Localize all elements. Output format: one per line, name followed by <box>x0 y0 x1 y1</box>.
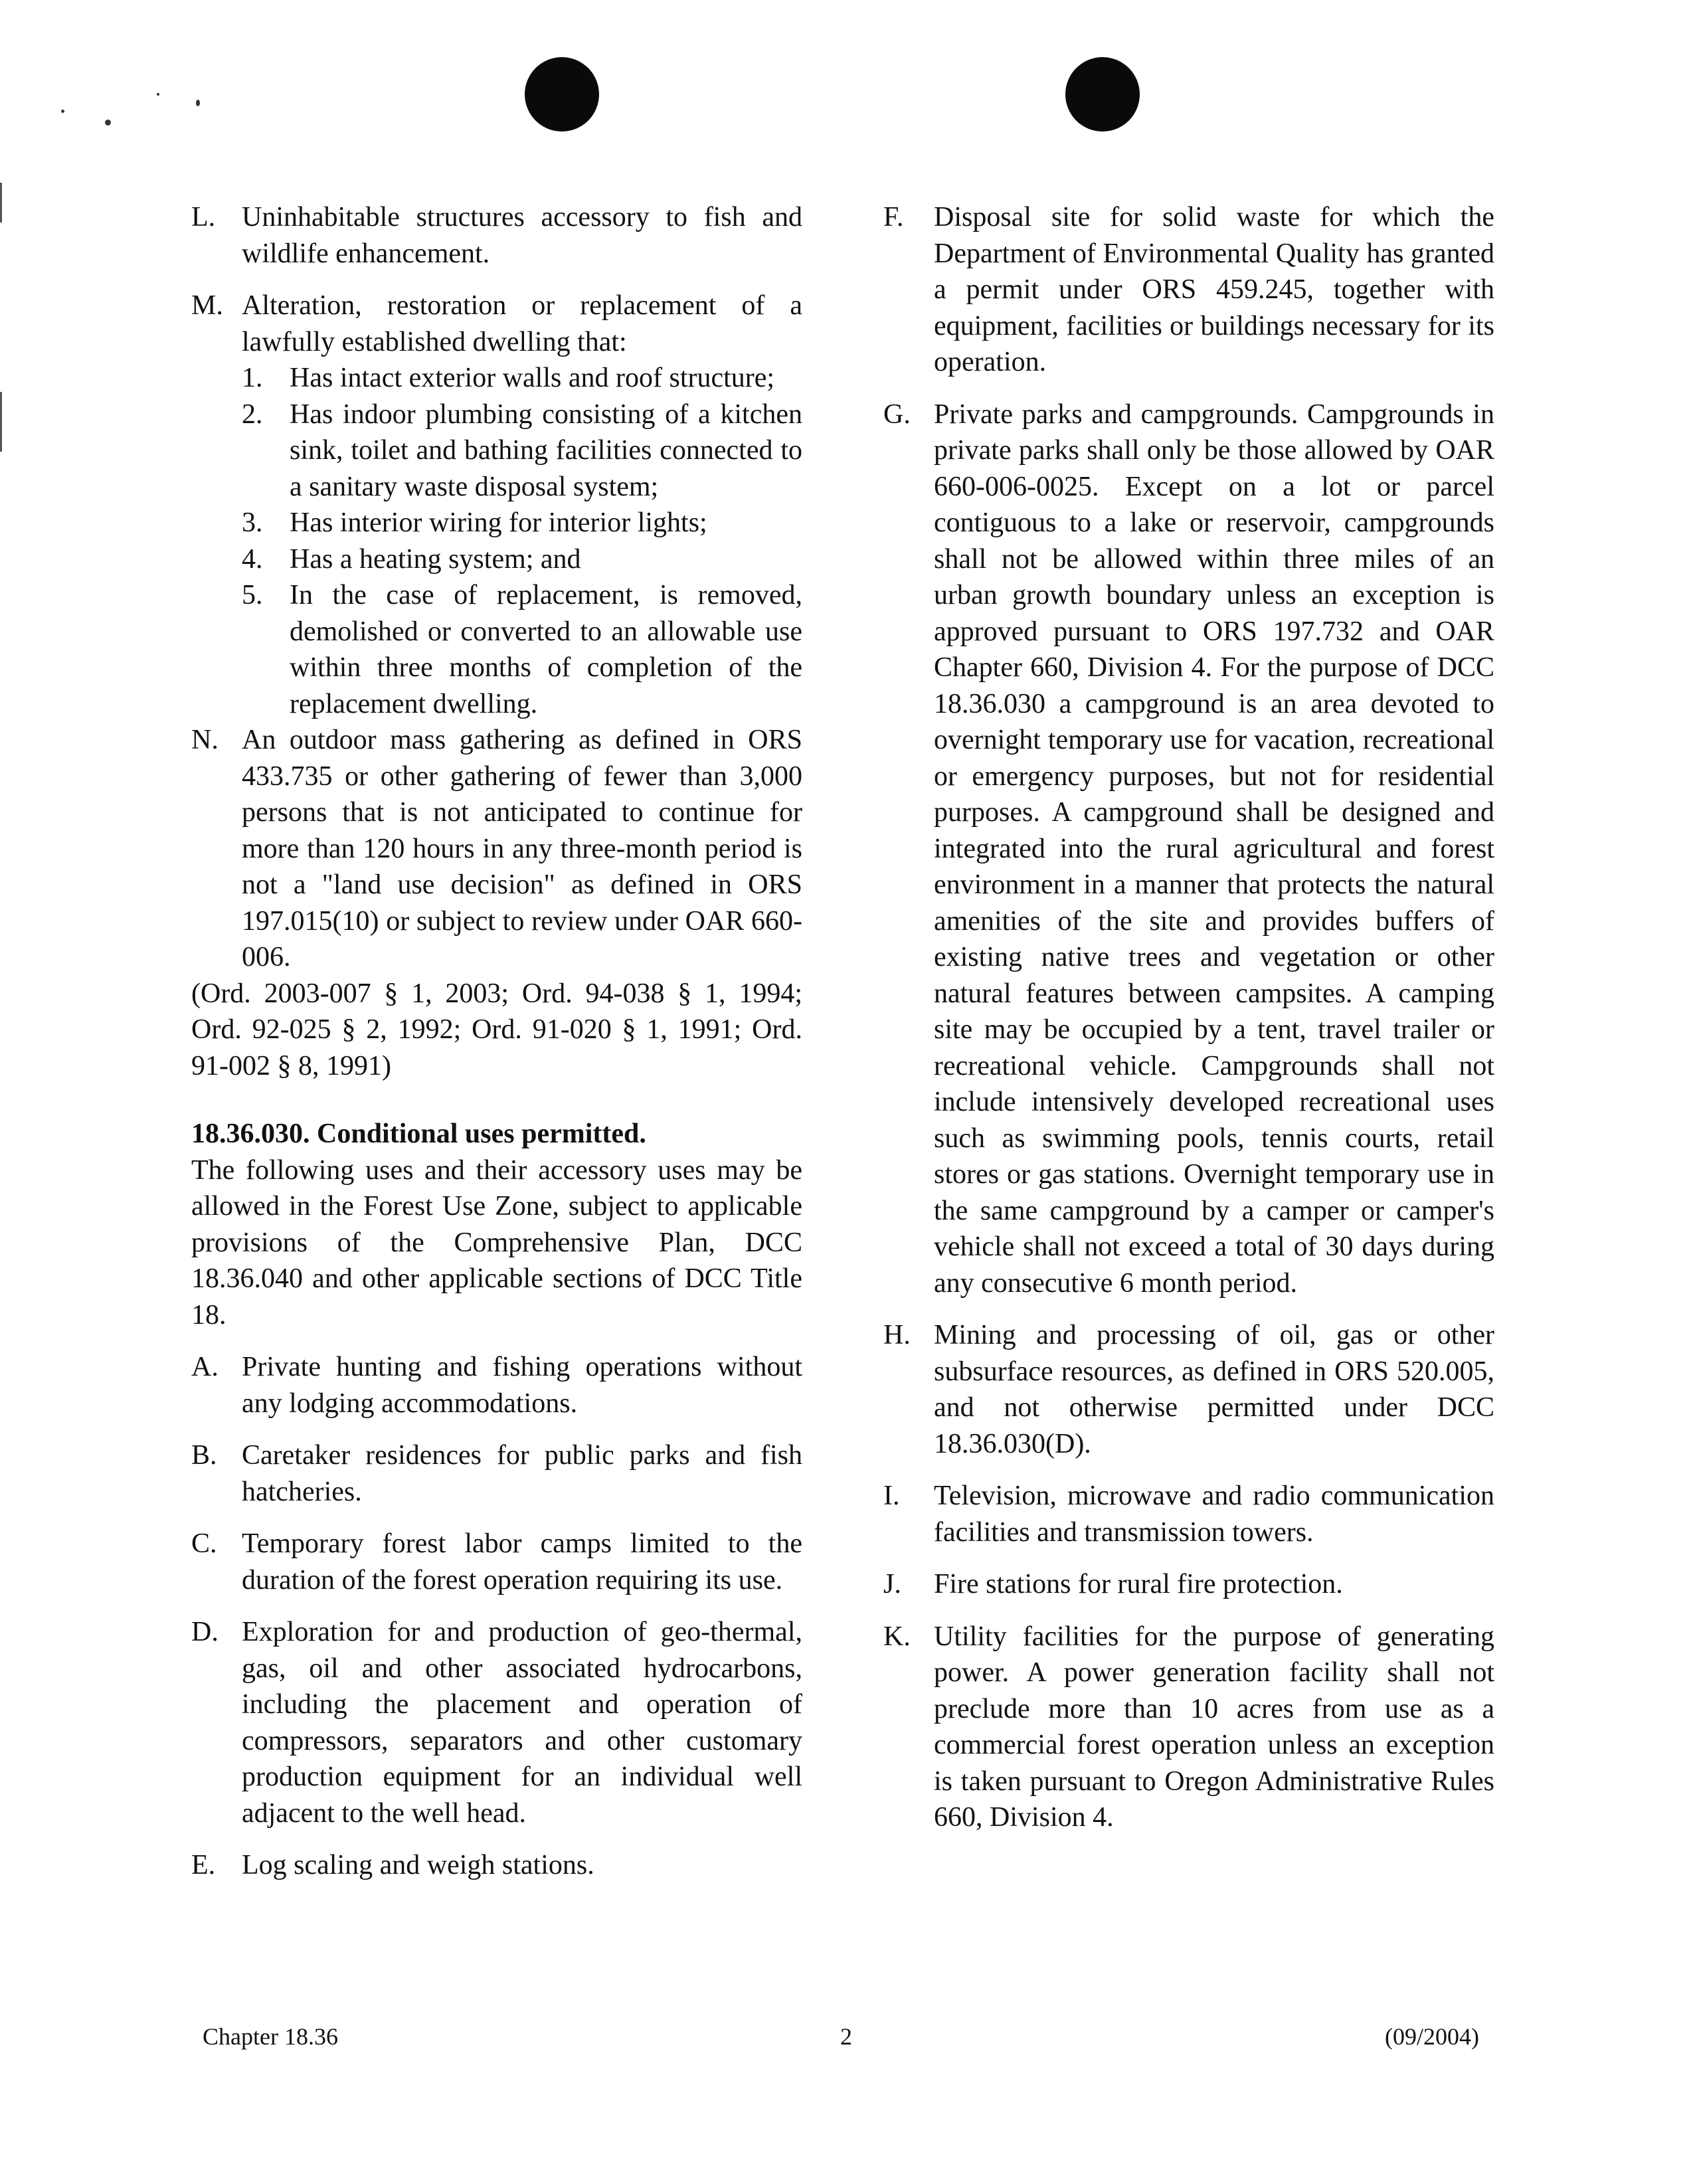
item-text: Log scaling and weigh stations. <box>242 1850 594 1880</box>
section-heading: 18.36.030. Conditional uses permitted. <box>191 1119 646 1149</box>
item-text: Private parks and campgrounds. Campgrounds in private parks shall only be those allowed by OAR 660-006-0025. Except on a lot or parcel contiguous to a lake or reservoir, campgrounds shall not be allowed within three miles of an urban growth boundary unless an exception is approved pursuant to ORS 197.732 and OAR Chapter 660, Division 4. For the purpose of DCC 18.36.030 a campground is an area devoted to overnight temporary use for vacation, recreational or emergency purposes, but not for residential purposes. A campground shall be designed and integrated into the rural agricultural and forest environment in a manner that protects the natural amenities of the site and provides buffers of existing native trees and vegetation or other natural features between campsites. A camping site may be occupied by a tent, travel trailer or recreational vehicle. Campgrounds shall not include intensively developed recreational uses such as swimming pools, tennis courts, retail stores or gas stations. Overnight temporary use in the same campground by a camper or camper's vehicle shall not exceed a total of 30 days during any consecutive 6 month period. <box>934 399 1494 1299</box>
item-label: K. <box>883 1621 911 1652</box>
left-column <box>191 199 802 1900</box>
sub-item-number: 1. <box>242 363 263 393</box>
list-item-m <box>191 288 802 722</box>
item-text: Exploration for and production of geo-thermal, gas, oil and other associated hydrocarbons, including the placement and operation of compressors, separators and other customary production equipment for an individual well adjacent to the well head. <box>242 1617 802 1829</box>
item-label: J. <box>883 1569 901 1599</box>
list-item <box>191 1437 802 1510</box>
item-label: M. <box>191 290 223 321</box>
sub-item-text: In the case of replacement, is removed, demolished or converted to an allowable use within three months of completion of the replacement dwelling. <box>290 580 802 719</box>
ordinance-citation: (Ord. 2003-007 § 1, 2003; Ord. 94-038 § 1, 1994; Ord. 92-025 § 2, 1992; Ord. 91-020 § 1, 1991; Ord. 91-002 § 8, 1991) <box>191 978 802 1081</box>
item-label: B. <box>191 1440 217 1471</box>
sub-item-number: 3. <box>242 507 263 538</box>
footer-page-number: 2 <box>840 2023 852 2050</box>
sub-item-text: Has interior wiring for interior lights; <box>290 507 707 538</box>
item-label: F. <box>883 202 904 232</box>
list-item <box>191 1349 802 1421</box>
scan-speck <box>61 110 64 113</box>
item-label: G. <box>883 399 911 430</box>
item-text: Uninhabitable structures accessory to fish and wildlife enhancement. <box>242 202 802 269</box>
scan-speck <box>105 120 111 126</box>
item-label: I. <box>883 1481 900 1511</box>
list-item <box>883 199 1494 381</box>
item-text: Disposal site for solid waste for which the Department of Environmental Quality has granted a permit under ORS 459.245, together with equipment, facilities or buildings necessary for its operation. <box>934 202 1494 377</box>
list-item <box>191 199 802 272</box>
item-label: E. <box>191 1850 216 1880</box>
item-text: Utility facilities for the purpose of generating power. A power generation facility shall not preclude more than 10 acres from use as a commercial forest operation unless an exception is taken pursuant to Oregon Administrative Rules 660, Division 4. <box>934 1621 1494 1833</box>
sub-item-text: Has a heating system; and <box>290 543 581 575</box>
sub-item-number: 2. <box>242 399 263 430</box>
item-label: C. <box>191 1528 217 1559</box>
sub-item <box>242 397 802 505</box>
sub-item <box>242 577 802 722</box>
scan-edge-mark <box>0 392 2 452</box>
list-item <box>883 1566 1494 1603</box>
item-label: A. <box>191 1352 219 1382</box>
sub-item-number: 5. <box>242 580 263 610</box>
sub-list <box>242 360 802 722</box>
section-intro: The following uses and their accessory uses may be allowed in the Forest Use Zone, subject to applicable provisions of the Comprehensive Plan, DCC 18.36.040 and other applicable sections of DCC Title 18. <box>191 1154 802 1330</box>
sub-item-text: Has intact exterior walls and roof structure; <box>290 363 775 393</box>
scan-speck <box>157 93 159 96</box>
right-column <box>883 199 1494 1852</box>
item-label: N. <box>191 725 219 755</box>
punch-hole <box>1065 57 1140 132</box>
sub-item <box>242 541 802 578</box>
list-item <box>191 1614 802 1831</box>
item-label: H. <box>883 1320 911 1350</box>
item-text: Caretaker residences for public parks and fish hatcheries. <box>242 1440 802 1507</box>
scan-speck <box>196 100 200 106</box>
item-text: Mining and processing of oil, gas or other subsurface resources, as defined in ORS 520.005, and not otherwise permitted under DCC 18.36.030(D). <box>934 1320 1494 1459</box>
list-item <box>883 1619 1494 1836</box>
list-item-n <box>191 722 802 976</box>
list-item <box>883 397 1494 1302</box>
item-text: Temporary forest labor camps limited to the duration of the forest operation requiring its use. <box>242 1528 802 1595</box>
sub-item-number: 4. <box>242 543 263 575</box>
item-text: Alteration, restoration or replacement of a lawfully established dwelling that: <box>242 290 802 357</box>
item-text: An outdoor mass gathering as defined in ORS 433.735 or other gathering of fewer than 3,000 persons that is not anticipated to continue for more than 120 hours in any three-month period is not a "land use decision" as defined in ORS 197.015(10) or subject to review under OAR 660-006. <box>242 725 802 972</box>
footer-chapter: Chapter 18.36 <box>203 2023 338 2050</box>
item-text: Fire stations for rural fire protection. <box>934 1569 1343 1599</box>
item-text: Private hunting and fishing operations without any lodging accommodations. <box>242 1352 802 1419</box>
item-label: D. <box>191 1617 219 1647</box>
sub-item <box>242 505 802 541</box>
scan-edge-mark <box>0 183 2 223</box>
item-text: Television, microwave and radio communication facilities and transmission towers. <box>934 1481 1494 1548</box>
list-item <box>191 1526 802 1598</box>
footer-date: (09/2004) <box>1385 2023 1479 2050</box>
sub-item-text: Has indoor plumbing consisting of a kitchen sink, toilet and bathing facilities connected to a sanitary waste disposal system; <box>290 399 802 502</box>
sub-item <box>242 360 802 397</box>
item-label: L. <box>191 202 216 232</box>
list-item <box>191 1847 802 1884</box>
list-item <box>883 1317 1494 1462</box>
list-item <box>883 1478 1494 1550</box>
punch-hole <box>525 57 599 132</box>
